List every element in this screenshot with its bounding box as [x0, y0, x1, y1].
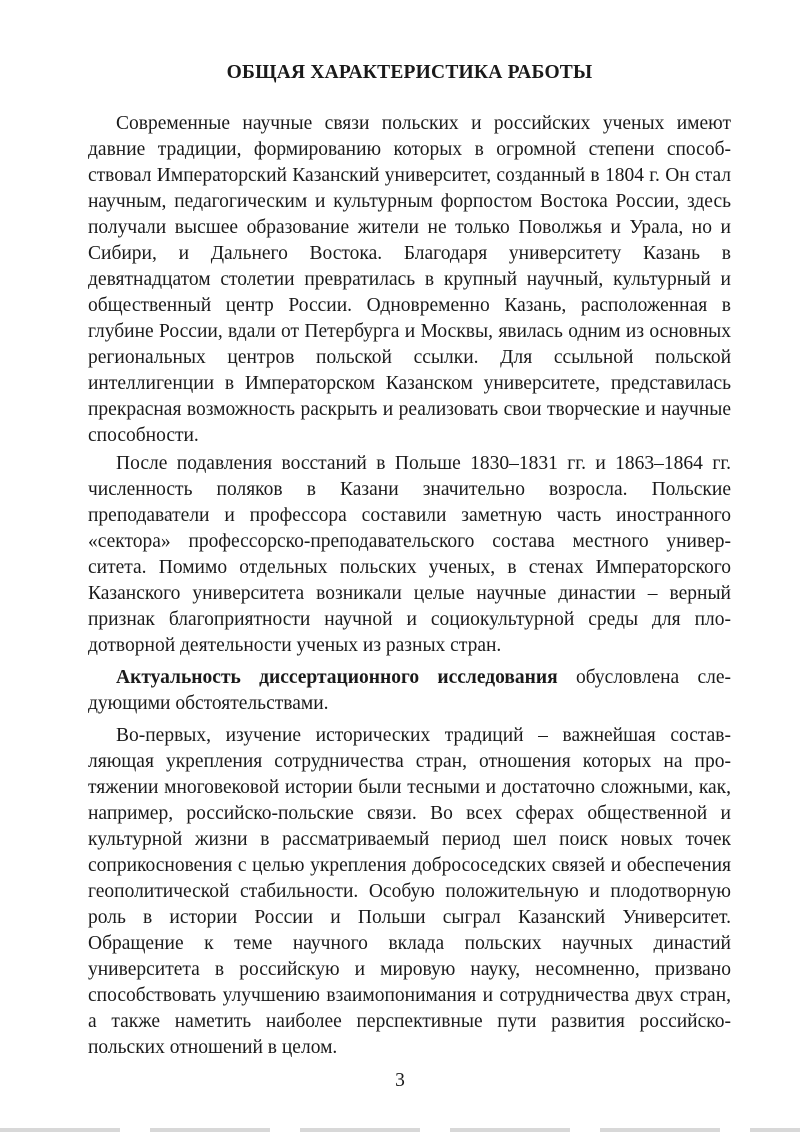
paragraph-firstly [88, 723, 731, 1061]
paragraph-relevance [88, 665, 731, 717]
scan-edge-divider [0, 1128, 800, 1132]
page-number: 3 [395, 1070, 405, 1091]
document-page [88, 62, 731, 1061]
section-title: ОБЩАЯ ХАРАКТЕРИСТИКА РАБОТЫ [226, 62, 593, 83]
relevance-heading: Актуальность диссертационного исследования [116, 667, 558, 688]
paragraph-firstly-text: Во-первых, изучение исторических традиций – важнейшая составляющая укрепления сотрудничества стран, отношения которых на протяжении многовековой истории были тесными и достаточно сложными, как, например, российско-польские связи. Во всех сферах общественной и культурной жизни в рассматриваемый период шел поиск новых точек соприкосновения с целью укрепления добрососедских связей и обеспечения геополитической стабильности. Особую положительную и плодотворную роль в истории России и Польши сыграл Казанский Университет. Обращение к теме научного вклада польских научных династий университета в российскую и мировую науку, несомненно, призвано способствовать улучшению взаимопонимания и сотрудничества двух стран, а также наметить наиболее перспективные пути развития российско-польских отношений в целом. [88, 725, 731, 1058]
paragraph-relevance-text: обусловлена следующими обстоятельствами. [88, 667, 731, 714]
paragraph-intro-text: Современные научные связи польских и российских ученых имеют давние традиции, формированию которых в огромной степени способствовал Императорский Казанский университет, созданный в 1804 г. Он стал научным, педагогическим и культурным форпостом Востока России, здесь получали высшее образование жители не только Поволжья и Урала, но и Сибири, и Дальнего Востока. Благодаря университету Казань в девятнадцатом столетии превратилась в крупный научный, культурный и общественный центр России. Одновременно Казань, расположенная в глубине России, вдали от Петербурга и Москвы, явилась одним из основных региональных центров польской ссылки. Для ссыльной польской интеллигенции в Императорском Казанском университете, представилась прекрасная возможность раскрыть и реализовать свои творческие и научные способности. [88, 113, 731, 446]
paragraph-intro [88, 111, 731, 449]
paragraph-history-text: После подавления восстаний в Польше 1830–1831 гг. и 1863–1864 гг. численность поляков в Казани значительно возросла. Польские преподаватели и профессора составили заметную часть иностранного «сектора» профессорско-преподавательского состава местного университета. Помимо отдельных польских ученых, в стенах Императорского Казанского университета возникали целые научные династии – верный признак благоприятности научной и социокультурной среды для плодотворной деятельности ученых из разных стран. [88, 453, 731, 656]
paragraph-history [88, 451, 731, 659]
